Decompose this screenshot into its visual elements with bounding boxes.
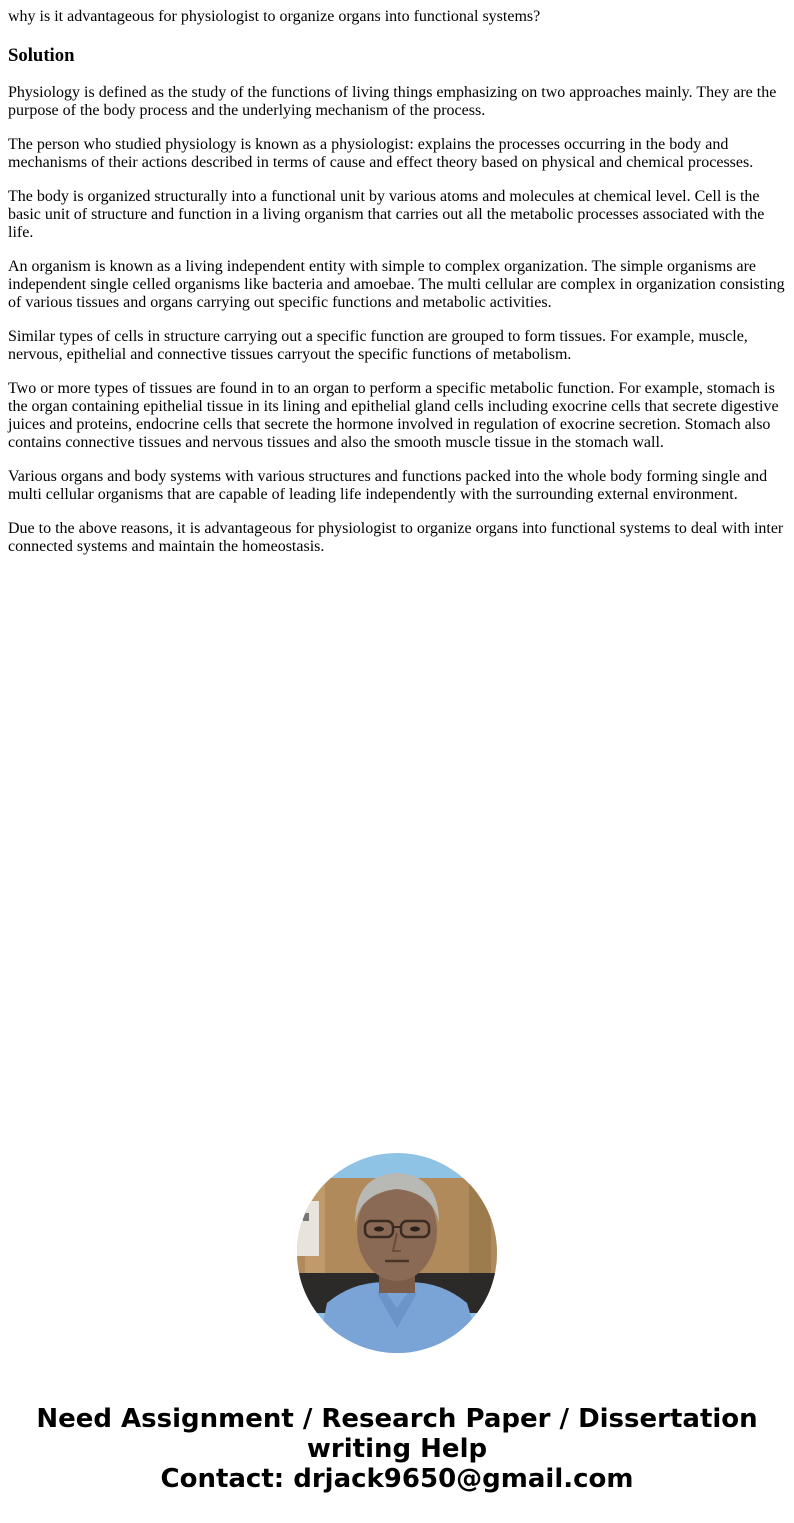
solution-paragraph: Two or more types of tissues are found in to an organ to perform a specific metabolic function. For example, stomach is the organ containing epithelial tissue in its lining and epithelial gland cells including exocrine cells that secrete digestive juices and proteins, endocrine cells that secrete the hormone involved in regulation of exocrine secretion. Stomach also contains connective tissues and nervous tissues and also the smooth muscle tissue in the stomach wall. [8,380,779,451]
solution-paragraph: Due to the above reasons, it is advantageous for physiologist to organize organs into functional systems to deal with inter connected systems and maintain the homeostasis. [8,520,784,555]
promo-line-2: writing Help [306,1434,488,1464]
solution-heading: Solution [8,45,75,66]
document-body [8,0,786,556]
promo-line-1: Need Assignment / Research Paper / Dissertation [36,1404,758,1434]
solution-paragraph: Physiology is defined as the study of the functions of living things emphasizing on two approaches mainly. They are the purpose of the body process and the underlying mechanism of the process. [8,84,777,119]
promo-contact: Contact: drjack9650@gmail.com [160,1464,634,1494]
author-avatar [297,1153,497,1353]
solution-paragraph: Similar types of cells in structure carrying out a specific function are grouped to form tissues. For example, muscle, nervous, epithelial and connective tissues carryout the specific functions of metabolism. [8,328,748,363]
promo-banner [0,1404,794,1494]
solution-paragraph: Various organs and body systems with various structures and functions packed into the whole body forming single and multi cellular organisms that are capable of leading life independently with the surrounding external environment. [8,468,768,503]
solution-paragraph: An organism is known as a living independent entity with simple to complex organization. The simple organisms are independent single celled organisms like bacteria and amoebae. The multi cellular are complex in organization consisting of various tissues and organs carrying out specific functions and metabolic activities. [8,258,785,311]
solution-paragraph: The person who studied physiology is known as a physiologist: explains the processes occurring in the body and mechanisms of their actions described in terms of cause and effect theory based on physical and chemical processes. [8,136,754,171]
author-portrait-image [297,1153,497,1353]
question-text: why is it advantageous for physiologist to organize organs into functional systems? [8,8,541,25]
solution-paragraph: The body is organized structurally into a functional unit by various atoms and molecules at chemical level. Cell is the basic unit of structure and function in a living organism that carries out all the metabolic processes associated with the life. [8,188,765,241]
